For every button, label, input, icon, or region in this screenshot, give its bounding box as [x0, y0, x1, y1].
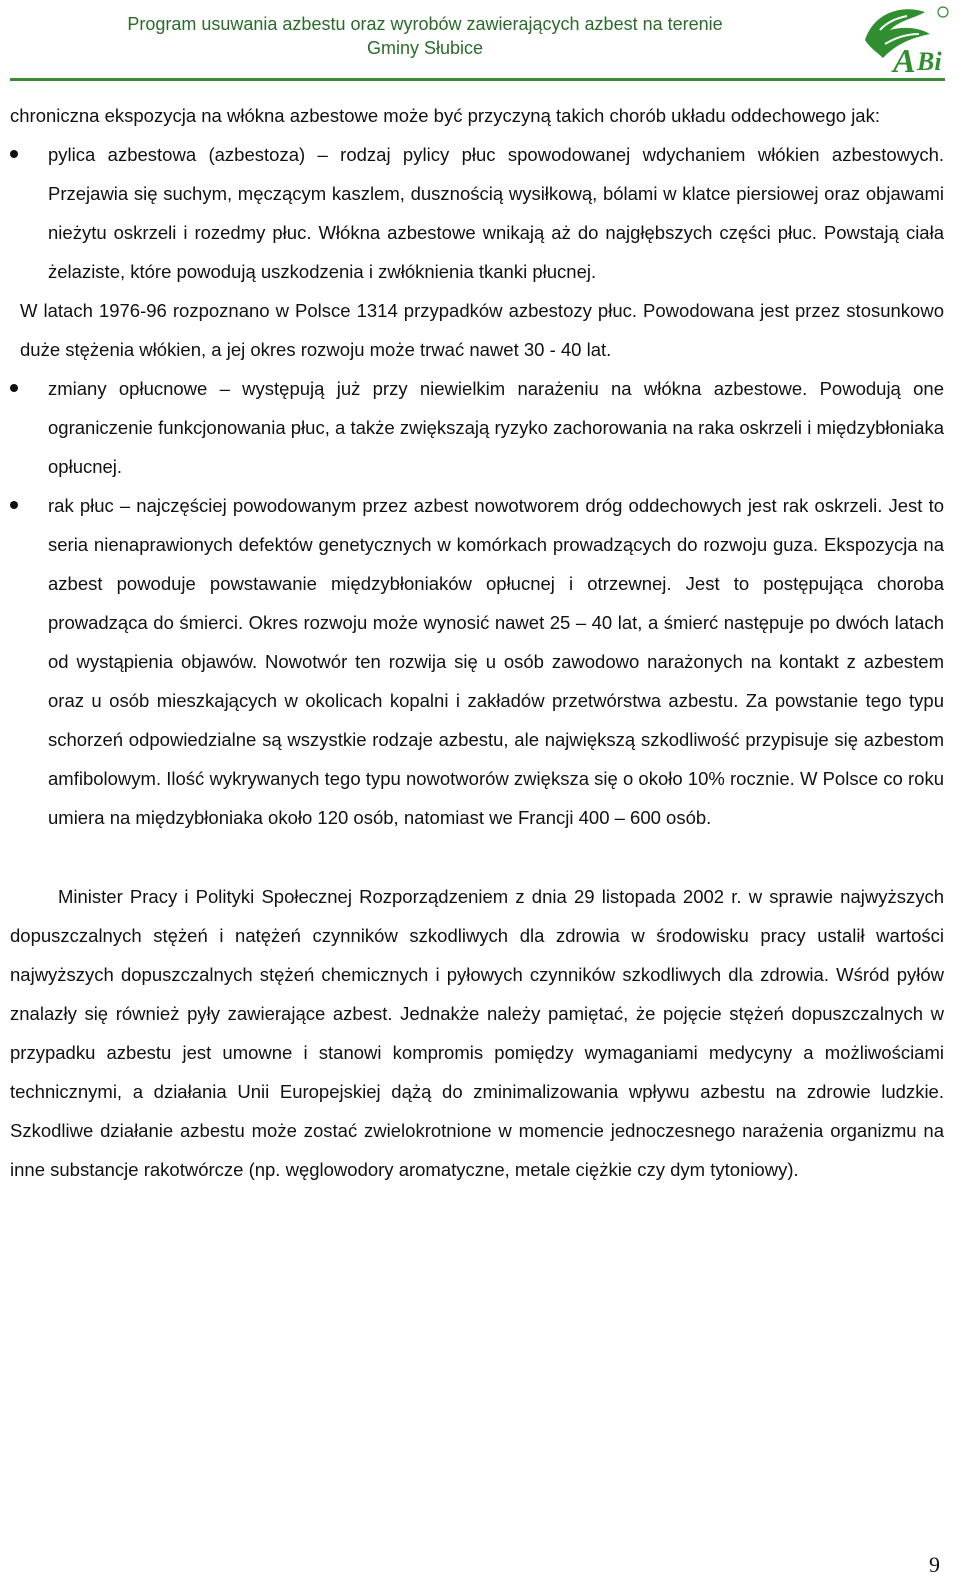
page-number: 9 [929, 1552, 940, 1577]
list-item-text: pylica azbestowa (azbestoza) – rodzaj pylicy płuc spowodowanej wdychaniem włókien azbestowych. Przejawia się suchym, męczącym kaszlem, dusznością wysiłkową, bólami w klatce piersiowej oraz objawami nieżytu oskrzeli i rozedmy płuc. Włókna azbestowe wnikają aż do najgłębszych części płuc. Powstają ciała żelaziste, które powodują uszkodzenia i zwłóknienia tkanki płucnej. [48, 144, 944, 282]
list-item [10, 486, 944, 837]
list-item-text: zmiany opłucnowe – występują już przy niewielkim narażeniu na włókna azbestowe. Powodują one ograniczenie funkcjonowania płuc, a także zwiększają ryzyko zachorowania na raka oskrzeli i międzybłoniaka opłucnej. [48, 378, 944, 477]
statistics-paragraph: W latach 1976-96 rozpoznano w Polsce 1314 przypadków azbestozy płuc. Powodowana jest przez stosunkowo duże stężenia włókien, a jej okres rozwoju może trwać nawet 30 - 40 lat. [20, 300, 944, 360]
list-item [10, 369, 944, 486]
svg-text:A: A [893, 43, 916, 80]
spacer [10, 837, 944, 877]
document-body [10, 96, 944, 1189]
bullet-icon [10, 150, 18, 158]
header-divider [10, 78, 945, 81]
intro-paragraph: chroniczna ekspozycja na włókna azbestowe może być przyczyną takich chorób układu oddechowego jak: [10, 105, 880, 126]
disease-list [10, 135, 944, 291]
bullet-icon [10, 384, 18, 392]
organization-logo-icon [845, 0, 955, 80]
list-item-text: rak płuc – najczęściej powodowanym przez azbest nowotworem dróg oddechowych jest rak oskrzeli. Jest to seria nienaprawionych defektów genetycznych w komórkach prowadzących do rozwoju guza. Ekspozycja na azbest powoduje powstawanie międzybłoniaków opłucnej i otrzewnej. Jest to postępująca choroba prowadząca do śmierci. Okres rozwoju może wynosić nawet 25 – 40 lat, a śmierć następuje po dwóch latach od wystąpienia objawów. Nowotwór ten rozwija się u osób zawodowo narażonych na kontakt z azbestem oraz u osób mieszkających w okolicach kopalni i zakładów przetwórstwa azbestu. Za powstanie tego typu schorzeń odpowiedzialne są wszystkie rodzaje azbestu, ale największą szkodliwość przypisuje się azbestom amfibolowym. Ilość wykrywanych tego typu nowotworów zwiększa się o około 10% rocznie. W Polsce co roku umiera na międzybłoniaka około 120 osób, natomiast we Francji 400 – 600 osób. [48, 495, 944, 828]
svg-text:Bi: Bi [917, 47, 942, 76]
header-line-2: Gminy Słubice [366, 38, 484, 58]
header-title [0, 12, 850, 60]
bullet-icon [10, 501, 18, 509]
page-header [0, 0, 960, 85]
disease-list-continued [10, 369, 944, 837]
regulation-paragraph: Minister Pracy i Polityki Społecznej Rozporządzeniem z dnia 29 listopada 2002 r. w sprawie najwyższych dopuszczalnych stężeń i natężeń czynników szkodliwych dla zdrowia w środowisku pracy ustalił wartości najwyższych dopuszczalnych stężeń chemicznych i pyłowych czynników szkodliwych dla zdrowia. Wśród pyłów znalazły się również pyły zawierające azbest. Jednakże należy pamiętać, że pojęcie stężeń dopuszczalnych w przypadku azbestu jest umowne i stanowi kompromis pomiędzy wymaganiami medycyny a możliwościami technicznymi, a działania Unii Europejskiej dążą do zminimalizowania wpływu azbestu na zdrowie ludzkie. Szkodliwe działanie azbestu może zostać zwielokrotnione w momencie jednoczesnego narażenia organizmu na inne substancje rakotwórcze (np. węglowodory aromatyczne, metale ciężkie czy dym tytoniowy). [10, 886, 944, 1180]
header-line-1: Program usuwania azbestu oraz wyrobów zawierających azbest na terenie [127, 14, 723, 34]
list-item [10, 135, 944, 291]
